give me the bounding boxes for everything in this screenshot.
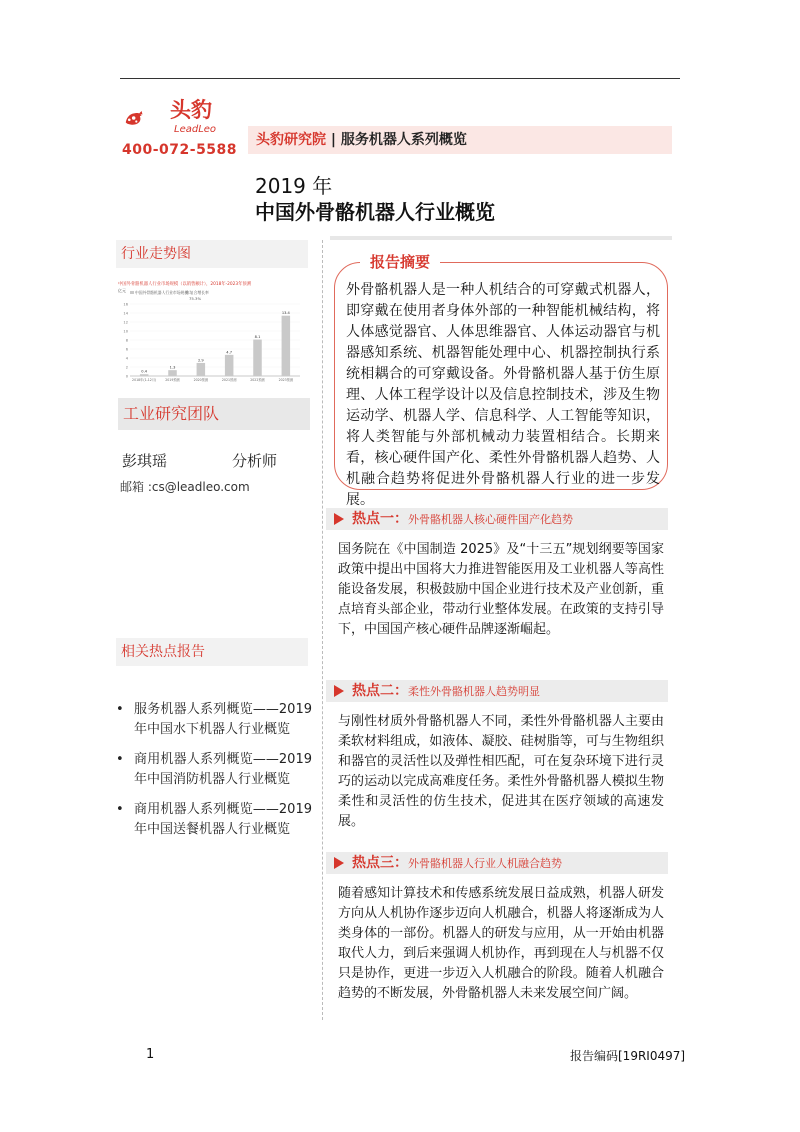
hotspot-2-title	[352, 680, 540, 703]
leopard-logo-icon	[124, 98, 168, 138]
hotspot-1-title	[352, 508, 573, 531]
y-tick-label: 8	[125, 338, 128, 343]
top-rule	[120, 78, 680, 79]
title-year: 2019 年	[255, 174, 333, 198]
data-label: 2.9	[197, 358, 204, 363]
page-number: 1	[146, 1047, 155, 1062]
hotspot-3-label: 热点三：	[352, 855, 408, 871]
y-tick-label: 16	[123, 302, 128, 307]
bar	[282, 316, 291, 376]
analyst-email: 邮箱 :cs@leadleo.com	[120, 480, 250, 494]
x-tick-label: 2019预测	[165, 378, 180, 382]
column-divider	[322, 240, 323, 1020]
caret-right-icon	[332, 512, 346, 526]
series-separator: |	[330, 132, 336, 148]
y-tick-label: 14	[123, 311, 128, 316]
chart-title: 中国外骨骼机器人行业市场规模（以销售额计），2018年-2023年预测	[118, 282, 251, 287]
summary-label: 报告摘要	[360, 251, 440, 273]
team-heading: 工业研究团队	[118, 398, 310, 430]
hotspot-1-topic: 外骨骼机器人核心硬件国产化趋势	[408, 513, 573, 526]
y-tick-label: 12	[123, 320, 128, 325]
hotspot-2-header	[326, 680, 668, 702]
caret-right-icon	[332, 684, 346, 698]
hotspot-1-header	[326, 508, 668, 530]
data-label: 0.4	[141, 369, 148, 374]
bar	[253, 340, 262, 376]
legend-cagr: 年复合增长率	[186, 290, 209, 295]
hotspot-3-text: 随着感知计算技术和传感系统发展日益成熟，机器人研发方向从人机协作逐步迈向人机融合，机器人将逐渐成为人类身体的一部份。机器人的研发与应用，从一开始由机器取代人力，到后来强调人机协作，再到现在人与机器不仅只是协作，更进一步迈入人机融合的阶段。随着人机融合趋势的不断发展，外骨骼机器人未来发展空间广阔。	[338, 886, 664, 1001]
hotspot-3-header	[326, 852, 668, 874]
x-tick-label: 2020预测	[193, 378, 209, 382]
series-name: 服务机器人系列概览	[340, 132, 467, 148]
bar	[225, 355, 234, 376]
analyst-name: 彭琪瑶	[122, 452, 168, 470]
chart-ylabel: 亿元	[118, 288, 126, 293]
related-list	[116, 700, 312, 850]
hotspot-3-title	[352, 852, 562, 875]
hotspot-3-topic: 外骨骼机器人行业人机融合趋势	[408, 857, 562, 870]
x-tick-label: 2021预测	[221, 378, 237, 382]
related-report-link[interactable]: • 商用机器人系列概览——2019 年中国消防机器人行业概览	[116, 750, 312, 790]
y-tick-label: 2	[125, 365, 128, 370]
header-divider	[330, 236, 672, 240]
caret-right-icon	[332, 856, 346, 870]
trend-chart	[116, 276, 304, 388]
data-label: 13.4	[281, 311, 290, 316]
data-label: 8.1	[254, 335, 261, 340]
hotspot-1-text: 国务院在《中国制造 2025》及“十三五”规划纲要等国家政策中提出中国将大力推进智能医用及工业机器人等高性能设备发展，积极鼓励中国企业进行技术及产业创新，重点培育头部企业，带动行业整体发展。在政策的支持引导下，中国国产核心硬件品牌逐渐崛起。	[338, 542, 664, 637]
brand-name: 头豹	[170, 98, 212, 122]
trend-heading: 行业走势图	[116, 240, 308, 268]
x-tick-label: 2022预测	[250, 378, 265, 382]
phone-number: 400-072-5588	[122, 142, 238, 158]
y-tick-label: 10	[123, 329, 128, 334]
brand-name-en: LeadLeo	[174, 124, 217, 135]
report-code: 报告编码[19RI0497]	[570, 1049, 686, 1063]
legend-swatch-bars	[130, 291, 134, 294]
hotspot-2-text: 与刚性材质外骨骼机器人不同，柔性外骨骼机器人主要由柔软材料组成，如液体、凝胶、硅树脂等，可与生物组织和器官的灵活性以及弹性相匹配，可在复杂环境下进行灵巧的运动以完成高难度任务。柔性外骨骼机器人模拟生物柔性和灵活性的仿生技术，促进其在医疗领域的高速发展。	[338, 714, 664, 829]
hotspot-2-label: 热点二：	[352, 683, 408, 699]
related-report-link[interactable]: • 商用机器人系列概览——2019 年中国送餐机器人行业概览	[116, 800, 312, 840]
series-title	[256, 131, 467, 149]
hotspot-1-label: 热点一：	[352, 511, 408, 527]
y-tick-label: 6	[125, 347, 128, 352]
y-tick-label: 0	[125, 374, 128, 379]
bar	[168, 370, 177, 376]
data-label: 4.7	[226, 350, 233, 355]
institute-name: 头豹研究院	[256, 132, 326, 148]
y-tick-label: 4	[125, 356, 128, 361]
data-label: 1.3	[169, 365, 176, 370]
hotspot-2-topic: 柔性外骨骼机器人趋势明显	[408, 685, 540, 698]
analyst-role: 分析师	[232, 452, 278, 470]
related-report-link[interactable]: • 服务机器人系列概览——2019 年中国水下机器人行业概览	[116, 700, 312, 740]
cagr-value: 75.3%	[189, 296, 202, 301]
page-title: 中国外骨骼机器人行业概览	[255, 200, 495, 224]
legend-bars: 中国外骨骼机器人行业市场规模	[135, 290, 189, 295]
bar	[197, 363, 206, 376]
x-tick-label: 2023预测	[278, 378, 294, 382]
x-tick-label: 2018年(1-12月)	[132, 378, 157, 382]
bar	[140, 374, 148, 376]
summary-text: 外骨骼机器人是一种人机结合的可穿戴式机器人，即穿戴在使用者身体外部的一种智能机械结构，将人体感觉器官、人体思维器官、人体运动器官与机器感知系统、机器智能处理中心、机器控制执行系统相耦合的可穿戴设备。外骨骼机器人基于仿生原理、人体工程学设计以及信息控制技术，涉及生物运动学、机器人学、信息科学、人工智能等知识，将人类智能与外部机械动力装置相结合。长期来看，核心硬件国产化、柔性外骨骼机器人趋势、人机融合趋势将促进外骨骼机器人行业的进一步发展。	[346, 282, 660, 508]
related-heading: 相关热点报告	[116, 638, 308, 666]
